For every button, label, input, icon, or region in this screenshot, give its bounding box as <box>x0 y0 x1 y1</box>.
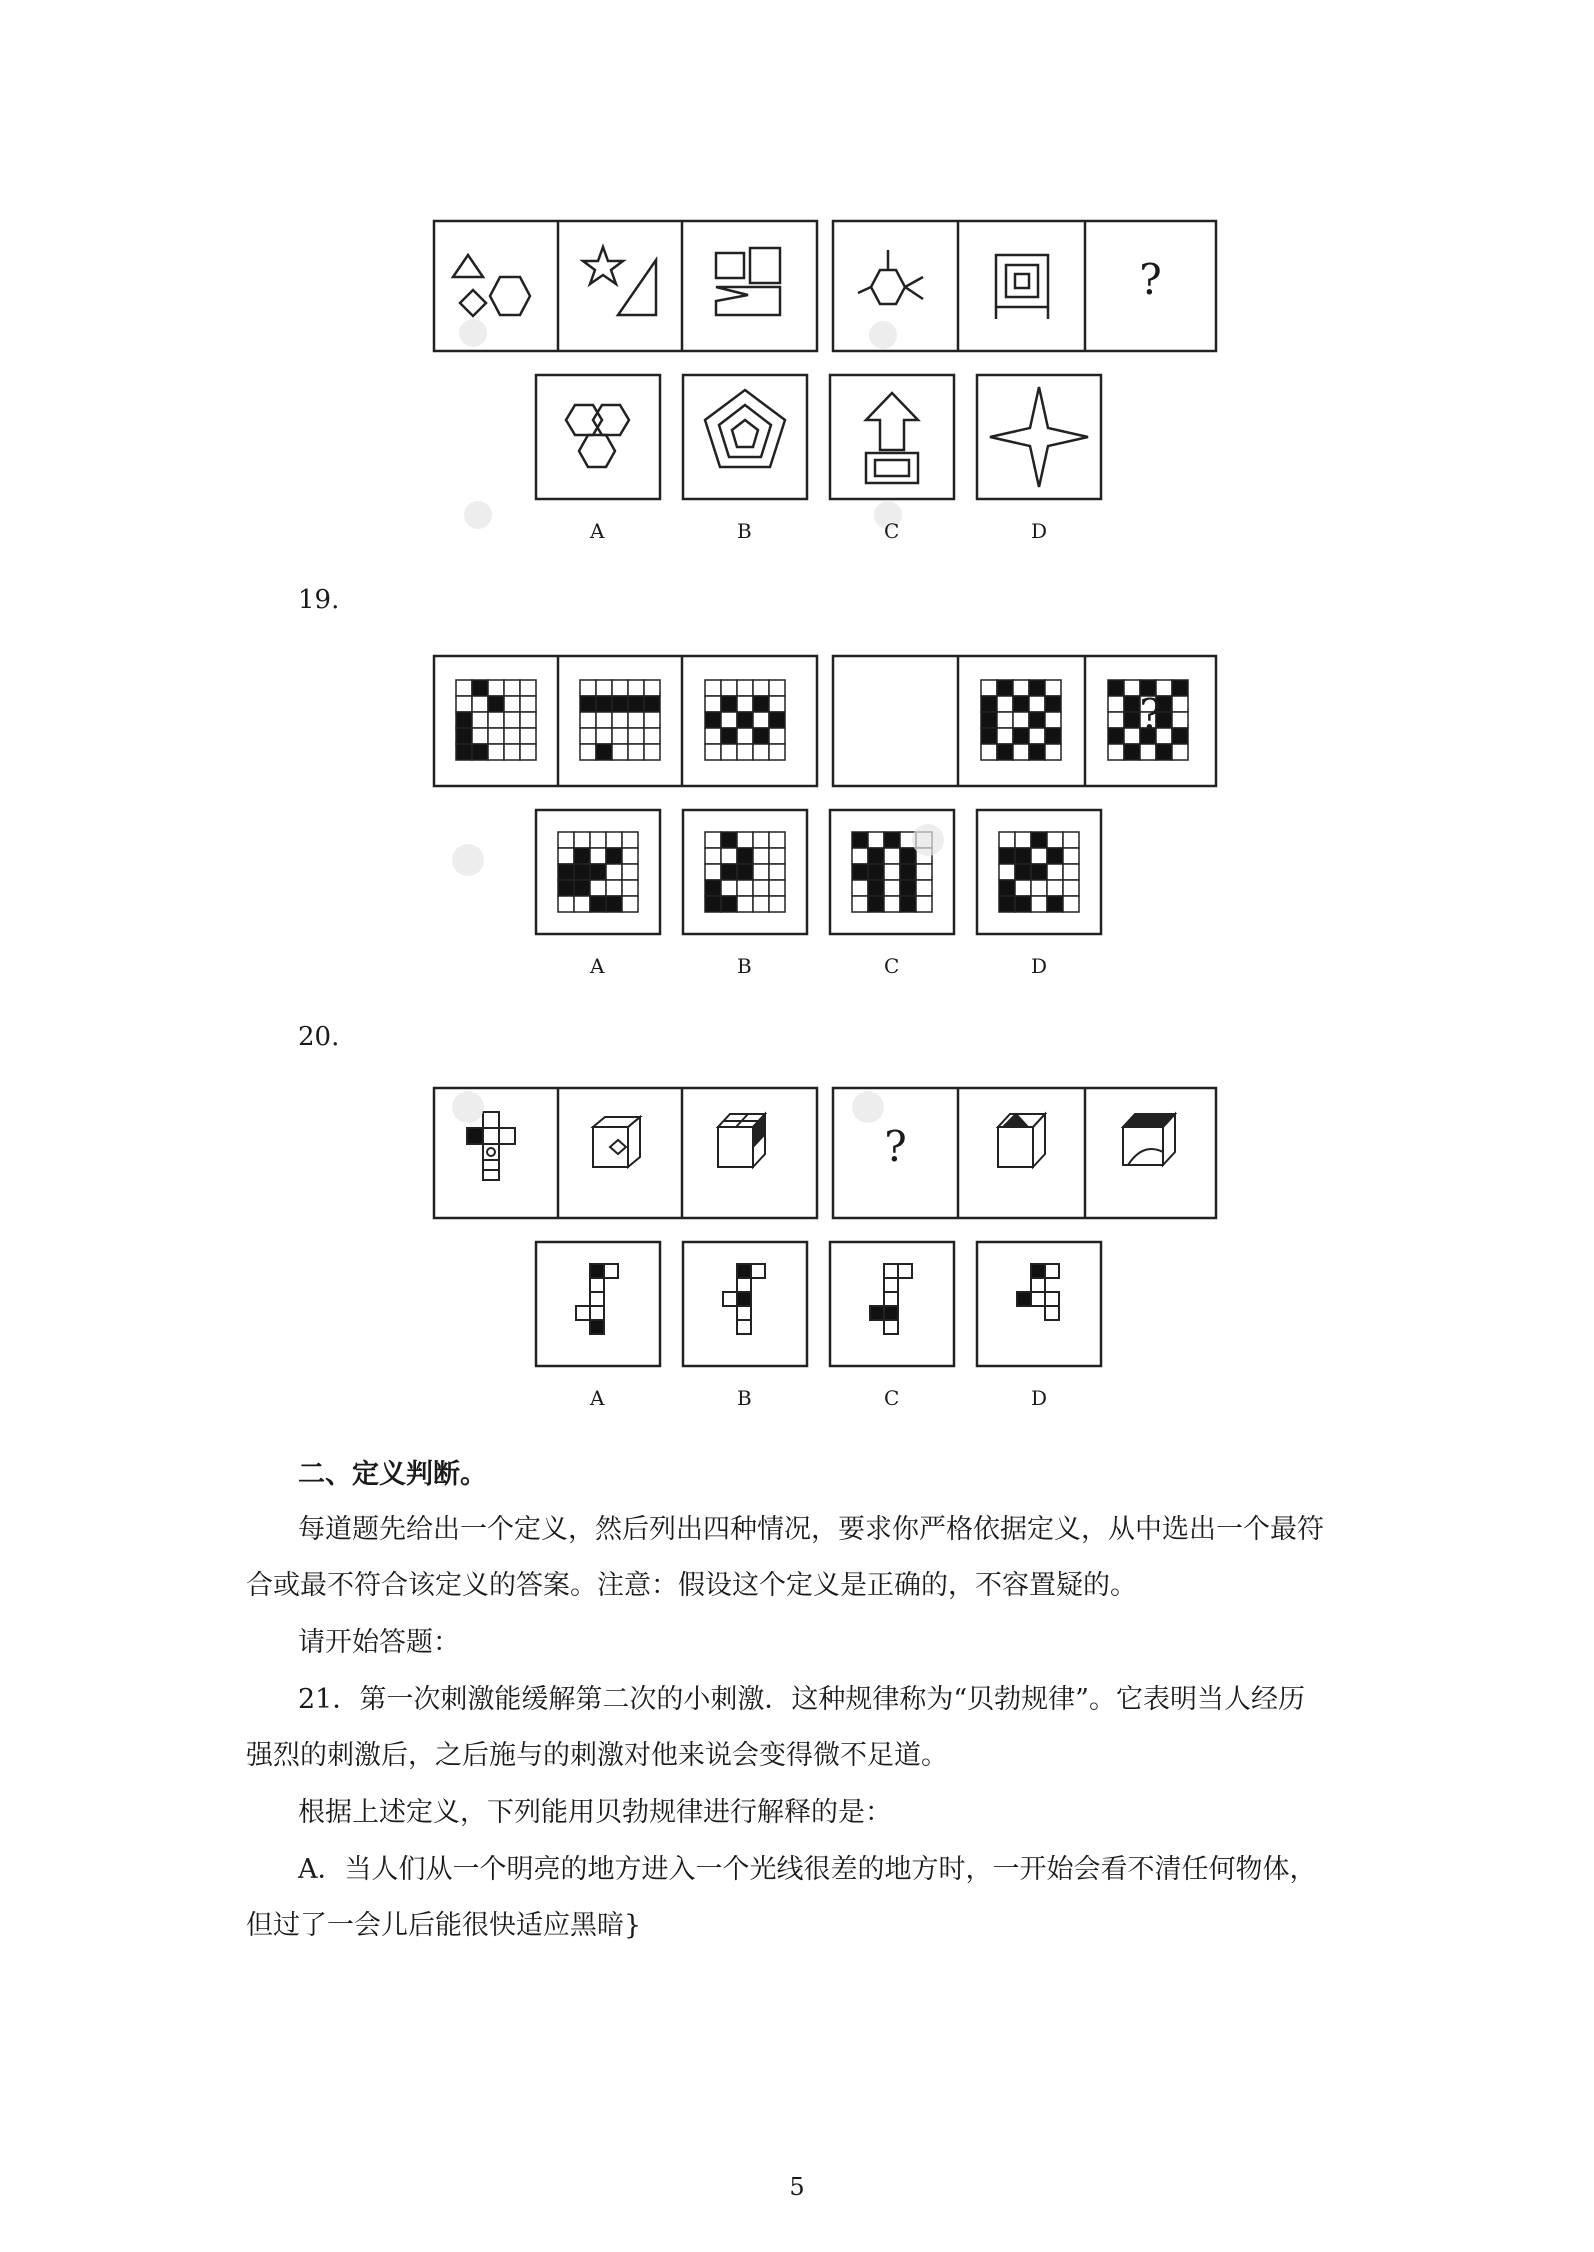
grid-cell <box>504 680 520 696</box>
puzzle-19 <box>428 650 1228 990</box>
grid-cell <box>1015 880 1031 896</box>
grid-cell <box>622 880 638 896</box>
grid-cell <box>628 712 644 728</box>
grid-cell <box>1047 864 1063 880</box>
grid-cell <box>488 744 504 760</box>
grid-cell <box>644 728 660 744</box>
grid-cell <box>868 880 884 896</box>
grid-cell <box>1029 696 1045 712</box>
grid-cell <box>574 832 590 848</box>
grid-cell <box>488 696 504 712</box>
grid-cell <box>753 896 769 912</box>
grid-cell <box>737 680 753 696</box>
question-number-20: 20. <box>298 1022 340 1052</box>
grid-cell <box>981 680 997 696</box>
grid-cell <box>644 712 660 728</box>
grid-cell <box>981 712 997 728</box>
grid-cell <box>1031 832 1047 848</box>
grid-cell <box>997 696 1013 712</box>
grid-cell <box>916 864 932 880</box>
grid-cell <box>612 712 628 728</box>
grid-cell <box>628 696 644 712</box>
grid-cell <box>580 712 596 728</box>
grid-cell <box>520 680 536 696</box>
grid-cell <box>868 864 884 880</box>
grid-cell <box>1029 744 1045 760</box>
grid-cell <box>628 728 644 744</box>
grid-cell <box>1045 680 1061 696</box>
grid-cell <box>456 744 472 760</box>
grid-cell <box>884 864 900 880</box>
grid-cell <box>1108 744 1124 760</box>
grid-cell <box>456 680 472 696</box>
grid-cell <box>596 744 612 760</box>
grid-cell <box>1031 880 1047 896</box>
grid-cell <box>1013 696 1029 712</box>
grid-cell <box>606 864 622 880</box>
grid-cell <box>900 864 916 880</box>
grid-cell <box>916 896 932 912</box>
grid-cell <box>721 728 737 744</box>
option-label-a: A <box>590 1386 605 1410</box>
grid-cell <box>999 896 1015 912</box>
grid-cell <box>769 680 785 696</box>
grid-cell <box>1156 744 1172 760</box>
grid-cell <box>753 696 769 712</box>
grid-cell <box>472 728 488 744</box>
grid-cell <box>705 848 721 864</box>
grid-cell <box>705 728 721 744</box>
grid-cell <box>606 896 622 912</box>
grid-cell <box>753 680 769 696</box>
grid-cell <box>1031 896 1047 912</box>
grid-cell <box>606 880 622 896</box>
grid-cell <box>590 880 606 896</box>
grid-cell <box>456 712 472 728</box>
grid-cell <box>1063 896 1079 912</box>
grid-cell <box>644 744 660 760</box>
grid-cell <box>769 848 785 864</box>
grid-cell <box>1063 864 1079 880</box>
grid-cell <box>622 864 638 880</box>
grid-cell <box>737 712 753 728</box>
grid-cell <box>596 728 612 744</box>
grid-cell <box>622 896 638 912</box>
option-label-c: C <box>884 954 900 978</box>
grid-cell <box>721 696 737 712</box>
grid-cell <box>737 696 753 712</box>
grid-cell <box>737 864 753 880</box>
grid-cell <box>504 696 520 712</box>
grid-cell <box>488 680 504 696</box>
grid-cell <box>1045 712 1061 728</box>
grid-cell <box>590 832 606 848</box>
puzzle-1 <box>428 215 1228 555</box>
grid-cell <box>504 728 520 744</box>
question-mark: ? <box>884 1122 907 1171</box>
option-label-b: B <box>737 1386 752 1410</box>
grid-cell <box>558 848 574 864</box>
grid-cell <box>612 680 628 696</box>
grid-cell <box>1045 744 1061 760</box>
grid-cell <box>852 848 868 864</box>
grid-cell <box>737 832 753 848</box>
start-prompt: 请开始答题： <box>298 1627 460 1658</box>
grid-cell <box>574 896 590 912</box>
grid-cell <box>999 832 1015 848</box>
option-label-a: A <box>590 519 605 543</box>
grid-cell <box>769 744 785 760</box>
grid-cell <box>590 864 606 880</box>
grid-cell <box>852 896 868 912</box>
option-label-b: B <box>737 519 752 543</box>
grid-cell <box>612 744 628 760</box>
grid-cell <box>721 680 737 696</box>
grid-cell <box>504 744 520 760</box>
grid-cell <box>644 696 660 712</box>
grid-cell <box>916 880 932 896</box>
grid-cell <box>705 832 721 848</box>
grid-cell <box>488 712 504 728</box>
grid-cell <box>737 728 753 744</box>
grid-cell <box>721 880 737 896</box>
grid-cell <box>721 896 737 912</box>
grid-cell <box>737 896 753 912</box>
grid-cell <box>705 680 721 696</box>
question-mark: ? <box>1139 690 1162 739</box>
grid-cell <box>1172 744 1188 760</box>
grid-cell <box>737 744 753 760</box>
grid-cell <box>769 832 785 848</box>
page-number: 5 <box>789 2173 805 2201</box>
grid-cell <box>900 848 916 864</box>
grid-cell <box>753 864 769 880</box>
grid-cell <box>884 832 900 848</box>
grid-cell <box>1015 896 1031 912</box>
grid-cell <box>472 680 488 696</box>
grid-cell <box>1015 864 1031 880</box>
option-label-d: D <box>1031 1386 1048 1410</box>
grid-cell <box>456 728 472 744</box>
option-label-b: B <box>737 954 752 978</box>
grid-cell <box>590 848 606 864</box>
grid-cell <box>981 728 997 744</box>
grid-cell <box>596 680 612 696</box>
grid-cell <box>884 896 900 912</box>
grid-cell <box>1047 896 1063 912</box>
grid-cell <box>612 696 628 712</box>
grid-cell <box>1013 744 1029 760</box>
grid-cell <box>753 728 769 744</box>
grid-cell <box>1015 832 1031 848</box>
grid-cell <box>1047 848 1063 864</box>
grid-cell <box>1045 728 1061 744</box>
option-label-d: D <box>1031 519 1048 543</box>
grid-cell <box>868 832 884 848</box>
grid-cell <box>705 744 721 760</box>
grid-cell <box>868 848 884 864</box>
option-label-c: C <box>884 1386 900 1410</box>
grid-cell <box>705 864 721 880</box>
grid-cell <box>628 680 644 696</box>
grid-cell <box>1013 680 1029 696</box>
grid-cell <box>868 896 884 912</box>
grid-cell <box>852 864 868 880</box>
q21-prompt: 根据上述定义，下列能用贝勃规律进行解释的是： <box>298 1797 892 1828</box>
grid-cell <box>705 880 721 896</box>
grid-cell <box>1029 680 1045 696</box>
grid-cell <box>1063 880 1079 896</box>
option-a-line-1: A．当人们从一个明亮的地方进入一个光线很差的地方时，一开始会看不清任何物体， <box>298 1854 1317 1885</box>
grid-cell <box>705 696 721 712</box>
q21-line-2: 强烈的刺激后，之后施与的刺激对他来说会变得微不足道。 <box>246 1740 948 1771</box>
section-heading: 二、定义判断。 <box>298 1459 487 1490</box>
grid-cell <box>852 880 868 896</box>
grid-cell <box>884 848 900 864</box>
grid-cell <box>622 832 638 848</box>
grid-cell <box>1063 848 1079 864</box>
grid-cell <box>574 880 590 896</box>
grid-cell <box>769 864 785 880</box>
instruction-line-1: 每道题先给出一个定义，然后列出四种情况，要求你严格依据定义，从中选出一个最符 <box>298 1514 1324 1545</box>
instruction-line-2: 合或最不符合该定义的答案。注意：假设这个定义是正确的，不容置疑的。 <box>246 1570 1137 1601</box>
grid-cell <box>1029 712 1045 728</box>
grid-cell <box>558 896 574 912</box>
grid-cell <box>1029 728 1045 744</box>
grid-cell <box>606 832 622 848</box>
grid-cell <box>981 744 997 760</box>
grid-cell <box>504 712 520 728</box>
grid-cell <box>737 880 753 896</box>
grid-cell <box>580 744 596 760</box>
grid-cell <box>721 832 737 848</box>
grid-cell <box>900 880 916 896</box>
grid-cell <box>1013 712 1029 728</box>
grid-cell <box>520 696 536 712</box>
grid-cell <box>596 712 612 728</box>
grid-cell <box>721 744 737 760</box>
grid-cell <box>1140 744 1156 760</box>
grid-cell <box>981 696 997 712</box>
grid-cell <box>753 712 769 728</box>
grid-cell <box>1031 848 1047 864</box>
grid-cell <box>580 696 596 712</box>
grid-cell <box>590 896 606 912</box>
grid-cell <box>1015 848 1031 864</box>
grid-cell <box>488 728 504 744</box>
grid-cell <box>997 712 1013 728</box>
grid-cell <box>580 680 596 696</box>
grid-cell <box>721 864 737 880</box>
q21-line-1: 21．第一次刺激能缓解第二次的小刺激．这种规律称为“贝勃规律”。它表明当人经历 <box>298 1684 1305 1715</box>
grid-cell <box>596 696 612 712</box>
grid-cell <box>628 744 644 760</box>
grid-cell <box>574 848 590 864</box>
grid-cell <box>999 880 1015 896</box>
grid-cell <box>520 728 536 744</box>
grid-cell <box>852 832 868 848</box>
grid-cell <box>900 896 916 912</box>
grid-cell <box>1047 880 1063 896</box>
grid-cell <box>721 848 737 864</box>
grid-cell <box>769 880 785 896</box>
option-label-c: C <box>884 519 900 543</box>
grid-cell <box>520 712 536 728</box>
grid-cell <box>769 712 785 728</box>
puzzle-20 <box>428 1082 1228 1422</box>
grid-cell <box>997 680 1013 696</box>
grid-cell <box>558 832 574 848</box>
option-label-a: A <box>590 954 605 978</box>
grid-cell <box>612 728 628 744</box>
grid-cell <box>574 864 590 880</box>
grid-cell <box>580 728 596 744</box>
grid-cell <box>769 696 785 712</box>
grid-cell <box>753 880 769 896</box>
grid-cell <box>472 696 488 712</box>
grid-cell <box>472 744 488 760</box>
grid-cell <box>456 696 472 712</box>
grid-cell <box>999 848 1015 864</box>
grid-cell <box>644 680 660 696</box>
question-mark: ? <box>1139 255 1162 304</box>
grid-cell <box>520 744 536 760</box>
grid-cell <box>705 712 721 728</box>
puzzle-20-figure <box>428 1082 1228 1422</box>
question-number-19: 19. <box>298 585 340 615</box>
grid-cell <box>1047 832 1063 848</box>
grid-cell <box>1063 832 1079 848</box>
grid-cell <box>769 728 785 744</box>
grid-cell <box>753 744 769 760</box>
option-a-line-2: 但过了一会儿后能很快适应黑暗} <box>246 1910 642 1941</box>
grid-cell <box>884 880 900 896</box>
grid-cell <box>622 848 638 864</box>
grid-cell <box>753 848 769 864</box>
grid-cell <box>472 712 488 728</box>
grid-cell <box>1045 696 1061 712</box>
grid-cell <box>1124 744 1140 760</box>
grid-cell <box>753 832 769 848</box>
grid-cell <box>737 848 753 864</box>
grid-cell <box>1031 864 1047 880</box>
grid-cell <box>1013 728 1029 744</box>
option-label-d: D <box>1031 954 1048 978</box>
grid-cell <box>997 744 1013 760</box>
grid-cell <box>606 848 622 864</box>
grid-cell <box>558 880 574 896</box>
grid-cell <box>705 896 721 912</box>
grid-cell <box>721 712 737 728</box>
grid-cell <box>558 864 574 880</box>
grid-cell <box>999 864 1015 880</box>
grid-cell <box>997 728 1013 744</box>
grid-cell <box>769 896 785 912</box>
